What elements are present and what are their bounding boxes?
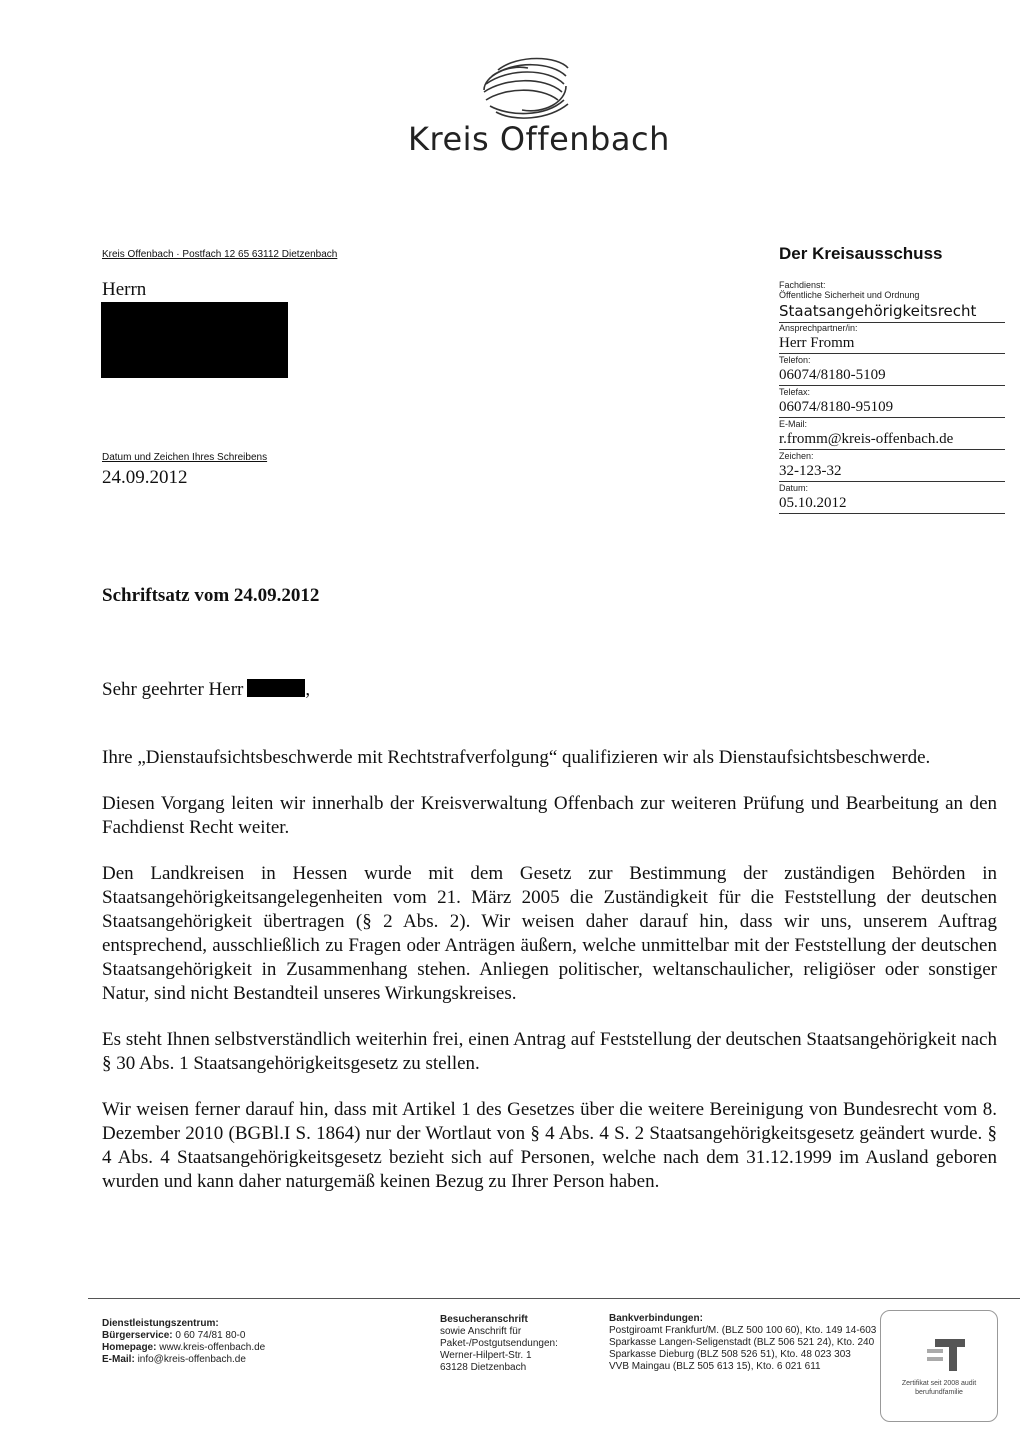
- body-paragraph: Diesen Vorgang leiten wir innerhalb der Kreisverwaltung Offenbach zur weiteren Prüfung und Bearbeitung an den Fachdienst Recht weiter.: [102, 793, 997, 838]
- sender-info-block: [779, 244, 1005, 515]
- body-paragraph: Es steht Ihnen selbstverständlich weiterhin frei, einen Antrag auf Feststellung der deutschen Staatsangehörigkeit nach § 30 Abs. 1 Staatsangehörigkeitsgesetz zu stellen.: [102, 1029, 997, 1074]
- letter-subject: Schriftsatz vom 24.09.2012: [102, 585, 320, 606]
- visitor-title: Besucheranschrift: [440, 1314, 528, 1325]
- footer-service-column: [102, 1318, 265, 1366]
- redacted-name: [247, 679, 305, 697]
- homepage-value: www.kreis-offenbach.de: [159, 1342, 266, 1353]
- contact-value: Herr Fromm: [779, 333, 1005, 354]
- department-label: Fachdienst:: [779, 280, 826, 290]
- email-value: r.fromm@kreis-offenbach.de: [779, 429, 1005, 450]
- greeting-text: Sehr geehrter Herr: [102, 679, 244, 700]
- letter-body: [102, 746, 997, 1216]
- letter-greeting: Sehr geehrter Herr ,: [102, 679, 311, 700]
- your-reference-date: 24.09.2012: [102, 467, 188, 488]
- footer-visitor-column: [440, 1314, 558, 1374]
- phone-label: Telefon:: [779, 355, 811, 365]
- recipient-salutation: Herrn: [102, 279, 147, 300]
- contact-label: Ansprechpartner/in:: [779, 323, 858, 333]
- bank-title: Bankverbindungen:: [609, 1313, 703, 1324]
- phone-value: 06074/8180-5109: [779, 365, 1005, 386]
- sender-title: Der Kreisausschuss: [779, 244, 943, 263]
- department-sub: Öffentliche Sicherheit und Ordnung: [779, 290, 920, 300]
- audit-logo-icon: [925, 1331, 969, 1375]
- return-address: Kreis Offenbach · Postfach 12 65 63112 Dietzenbach: [102, 249, 338, 260]
- reference-value: 32-123-32: [779, 461, 1005, 482]
- date-label: Datum:: [779, 483, 809, 493]
- body-paragraph: Ihre „Dienstaufsichtsbeschwerde mit Rechtstrafverfolgung“ qualifizieren wir als Dienstaufsichtsbeschwerde.: [102, 747, 931, 768]
- footer-bank-column: [609, 1313, 876, 1373]
- fax-value: 06074/8180-95109: [779, 397, 1005, 418]
- kreis-offenbach-logo-icon: [478, 56, 574, 122]
- fax-label: Telefax:: [779, 387, 811, 397]
- visitor-line: Paket-/Postgutsendungen:: [440, 1338, 558, 1349]
- footer-divider: [88, 1298, 1020, 1299]
- homepage-label: Homepage:: [102, 1342, 157, 1353]
- footer-email-value: info@kreis-offenbach.de: [137, 1354, 246, 1365]
- citizen-service-label: Bürgerservice:: [102, 1330, 173, 1341]
- bank-line: Sparkasse Langen-Seligenstadt (BLZ 506 521 24), Kto. 240: [609, 1337, 875, 1348]
- bank-line: VVB Maingau (BLZ 505 613 15), Kto. 6 021 611: [609, 1361, 821, 1372]
- visitor-line: 63128 Dietzenbach: [440, 1362, 527, 1373]
- citizen-service-value: 0 60 74/81 80-0: [175, 1330, 246, 1341]
- redacted-address-block: [101, 302, 288, 378]
- logo-text: Kreis Offenbach: [408, 120, 670, 158]
- bank-line: Postgiroamt Frankfurt/M. (BLZ 500 100 60), Kto. 149 14-603: [609, 1325, 877, 1336]
- visitor-line: Werner-Hilpert-Str. 1: [440, 1350, 532, 1361]
- footer-email-label: E-Mail:: [102, 1354, 135, 1365]
- audit-certificate-badge: [880, 1310, 998, 1422]
- email-label: E-Mail:: [779, 419, 808, 429]
- reference-label: Zeichen:: [779, 451, 814, 461]
- audit-text: Zertifikat seit 2008 audit berufundfamilie: [901, 1380, 977, 1396]
- service-title: Dienstleistungszentrum:: [102, 1318, 219, 1329]
- visitor-line: sowie Anschrift für: [440, 1326, 522, 1337]
- your-reference-label: Datum und Zeichen Ihres Schreibens: [102, 452, 268, 463]
- body-paragraph: Wir weisen ferner darauf hin, dass mit Artikel 1 des Gesetzes über die weitere Bereinigung von Bundesrecht vom 8. Dezember 2010 (BGBl.I S. 1864) nur der Wortlaut von § 4 Abs. 4 S. 2 Staatsangehörigkeitsgesetz geändert wurde. § 4 Abs. 4 Staatsangehörigkeitsgesetz bezieht sich auf Personen, welche nach dem 31.12.1999 im Ausland geboren wurden und kann daher naturgemäß keinen Bezug zu Ihrer Person haben.: [102, 1099, 997, 1192]
- date-value: 05.10.2012: [779, 493, 1005, 514]
- body-paragraph: Den Landkreisen in Hessen wurde mit dem Gesetz zur Bestimmung der zuständigen Behörden in Staatsangehörigkeitsangelegenheiten vom 21. März 2005 die Zuständigkeit für die Feststellung der deutschen Staatsangehörigkeit übertragen (§ 2 Abs. 2). Wir weisen daher darauf hin, dass wir uns, unserem Auftrag entsprechend, ausschließlich zu Fragen oder Anträgen äußern, welche unmittelbar mit der Feststellung der deutschen Staatsangehörigkeit in Zusammenhang stehen. Anliegen politischer, weltanschaulicher, religiöser oder sonstiger Natur, sind nicht Bestandteil unseres Wirkungskreises.: [102, 863, 997, 1004]
- department-name: Staatsangehörigkeitsrecht: [779, 300, 1005, 323]
- bank-line: Sparkasse Dieburg (BLZ 508 526 51), Kto. 48 023 303: [609, 1349, 851, 1360]
